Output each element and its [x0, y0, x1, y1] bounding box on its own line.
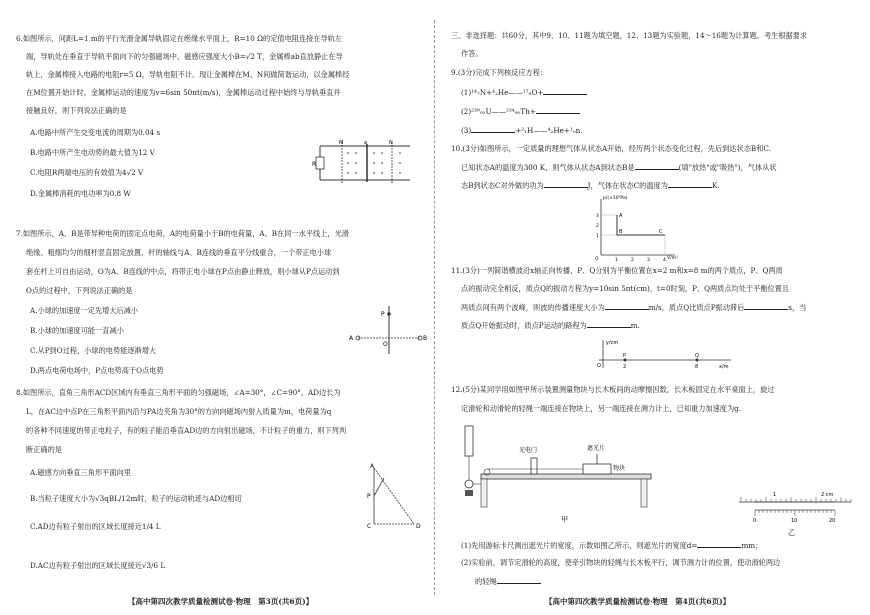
svg-text:C: C: [659, 229, 663, 235]
q8-line-1: 8.如图所示，直角三角形ACD区域内有垂直三角形平面的匀强磁场，∠A=30°，∠C=90°，AD边长为: [16, 388, 341, 397]
q6-line-2: 端，导轨处在垂直于导轨平面向下的匀强磁场中，磁感应强度大小B=√2 T，金属棒ab直放静止在导: [26, 52, 343, 61]
q11-line-4: 质点Q开始振动时，质点P运动的路程为 m.: [461, 321, 640, 330]
q8-line-4: 断正确的是: [26, 445, 62, 454]
left-footer: 【高中第四次教学质量检测试卷·物理 第3页(共6页)】: [128, 597, 314, 606]
right-page: [435, 0, 870, 615]
q12-subq-1: (1)先用游标卡尺测出遮光片的宽度，示数如图乙所示，则遮光片的宽度d= mm；: [461, 541, 763, 550]
svg-text:P: P: [367, 493, 371, 500]
q10-pv-figure: [587, 193, 682, 261]
q7-line-3: 套在杆上可自由运动，O为A、B连线的中点，将带正电小球在P点由静止释放，则小球从P点运动到: [26, 267, 340, 276]
q11-blank-1[interactable]: [605, 302, 649, 310]
q12-figure-label-jia: 甲: [561, 515, 569, 524]
q12-line-2: 定滑轮和动滑轮的轻绳一端连接在物块上，另一端连接在测力计上，已知重力加速度为g.: [461, 404, 742, 413]
q11-blank-3[interactable]: [587, 320, 631, 328]
q6-line-3: 轨上，金属棒接入电路的电阻r=5 Ω，导轨电阻不计。现让金属棒在M、N间做简谐运动，以金属棒经: [26, 70, 350, 79]
svg-text:2 cm: 2 cm: [821, 492, 834, 498]
svg-text:3: 3: [596, 214, 599, 219]
svg-text:N: N: [389, 140, 393, 146]
q12-apparatus-figure: [463, 422, 683, 512]
q7-line-1: 7.如图所示，A、B是带异种电荷的固定点电荷，A的电荷量小于B的电荷量，A、B在同一水平线上，光滑: [16, 229, 349, 238]
svg-text:C: C: [367, 523, 372, 530]
q6-option-c: C.电阻R两端电压的有效值为4√2 V: [30, 168, 144, 177]
svg-text:4: 4: [663, 258, 666, 261]
svg-text:y/cm: y/cm: [606, 340, 619, 346]
q9-stem: 9.(3分)完成下列核反应方程：: [451, 68, 548, 77]
q9-blank-2[interactable]: [536, 106, 580, 114]
svg-text:R: R: [312, 161, 317, 168]
q10-line-1: 10.(3分)如图所示，一定质量的理想气体从状态A开始，经历两个状态变化过程，先后到达状态B和C.: [451, 144, 771, 153]
q6-line-1: 6.如图所示，间距L=1 m的平行光滑金属导轨固定在绝缘水平面上，R=10 Ω的定值电阻连接在导轨左: [16, 34, 343, 43]
q9-eq-1: (1)¹⁴₇N+⁴₂He——¹⁷₈O+: [461, 87, 587, 98]
svg-text:A: A: [349, 335, 354, 342]
q6-line-4: 在M位置开始计时，金属棒运动的速度为v=6sin 50πt(m/s)，金属棒运动过程中始终与导轨垂直并: [26, 88, 341, 97]
q11-line-2: 点的振动完全相反，质点Q的振动方程为y=10sin 5πt(cm)，t=0时刻，P、Q两质点均处于平衡位置且: [461, 284, 790, 293]
q10-blank-3[interactable]: [668, 180, 712, 188]
right-footer: 【高中第四次教学质量检测试卷·物理 第4页(共6页)】: [545, 597, 731, 606]
q8-line-2: L，在AC边中点P在三角形平面内沿与PA边夹角为30°的方向向磁场内射入质量为m，电荷量为q: [26, 407, 332, 416]
q9-eq-3: (3) +²₁H——⁴₂He+¹₀n.: [461, 126, 583, 135]
svg-text:O: O: [595, 257, 599, 261]
q12-blank-1[interactable]: [697, 540, 741, 548]
svg-text:光电门: 光电门: [519, 447, 538, 454]
svg-text:20: 20: [829, 518, 836, 524]
q7-line-2: 绝缘、粗细均匀的细杆竖直固定放置，杆的轴线与A、B连线的垂直平分线重合，一个带正电小球: [26, 248, 332, 257]
svg-text:P: P: [623, 353, 627, 359]
q8-option-a: A.磁感方向垂直三角形平面向里: [30, 468, 131, 477]
svg-text:V/m³: V/m³: [667, 256, 678, 261]
q7-option-b: B.小球的加速度可能一直减小: [30, 326, 124, 335]
q12-subq-2-cont: 的轻绳: [475, 576, 541, 587]
q6-line-5: 接触良好，则下列说法正确的是: [26, 106, 127, 115]
svg-text:B: B: [619, 229, 623, 235]
q7-charge-figure: [348, 302, 428, 356]
svg-text:O: O: [597, 363, 601, 369]
q11-line-1: 11.(3分)一列简谐横波沿x轴正向传播，P、Q分别为平衡位置在x=2 m和x=8 m的两个质点，P、Q两质: [451, 266, 783, 275]
svg-text:O: O: [383, 341, 388, 348]
q11-blank-2[interactable]: [744, 302, 788, 310]
q9-blank-1[interactable]: [543, 87, 587, 95]
svg-text:M: M: [339, 140, 344, 146]
q7-option-c: C.从P到O过程，小球的电势能逐渐增大: [30, 346, 157, 355]
svg-text:0: 0: [753, 518, 757, 524]
q10-line-3: 态B到状态C对外做的功为 J，气体在状态C的温度为 K.: [461, 181, 720, 190]
svg-text:a: a: [364, 140, 368, 146]
q9-eq-2: (2)²³⁸₉₂U——²³⁴₉₀Th+: [461, 106, 580, 117]
q7-line-4: O点的过程中，下列说法正确的是: [26, 286, 133, 295]
q8-option-d: D.AC边有粒子射出的区域长度接近√3/6 L: [30, 561, 166, 570]
svg-text:2: 2: [596, 224, 599, 229]
q7-option-d: D.两点电荷电场中，P点电势高于O点电势: [30, 366, 164, 375]
q9-blank-3[interactable]: [471, 125, 515, 133]
svg-text:遮光片: 遮光片: [587, 445, 606, 452]
q12-subq-2: (2)实验前，调节定滑轮的高度，使牵引物块的轻绳与长木板平行，调节测力计的位置，使动滑轮两边: [461, 558, 781, 567]
section-heading-line-1: 三、非选择题：共60分，其中9、10、11题为填空题，12、13题为实验题，14～16题为计算题。考生根据要求: [451, 31, 808, 40]
svg-text:10: 10: [791, 518, 798, 524]
svg-text:2: 2: [631, 258, 634, 261]
section-heading-line-2: 作答。: [461, 49, 483, 58]
q10-blank-1[interactable]: [635, 162, 679, 170]
q8-option-c: C.AD边有粒子射出的区域长度接近1/4 L: [30, 522, 161, 531]
svg-text:D: D: [416, 523, 421, 530]
svg-text:A: A: [619, 213, 623, 219]
svg-text:1: 1: [615, 258, 618, 261]
svg-text:x/m: x/m: [719, 364, 729, 370]
svg-text:1: 1: [596, 234, 599, 239]
q12-blank-2[interactable]: [497, 576, 541, 584]
q8-line-3: 的各种不同速度的带正电粒子，有的粒子能沿垂直AD边的方向射出磁场，不计粒子的重力，则下列判: [26, 426, 347, 435]
q7-option-a: A.小球的加速度一定先增大后减小: [30, 306, 139, 315]
q6-option-b: B.电路中所产生电动势的最大值为12 V: [30, 148, 155, 157]
q11-axis-figure: [585, 336, 735, 372]
q6-option-d: D.金属棒消耗的电功率为0.8 W: [30, 189, 131, 198]
q6-option-a: A.电路中所产生交变电流的周期为0.04 s: [30, 128, 161, 137]
q12-line-1: 12.(5分)某同学用如图甲所示装置测量物块与长木板间的动摩擦因数，长木板固定在水平桌面上，旋过: [451, 385, 775, 394]
svg-text:物块: 物块: [613, 465, 626, 472]
q10-line-2: 已知状态A的温度为300 K，则气体从状态A到状态B是 (填"放热"或"吸热")，气体从状: [461, 163, 777, 172]
q10-blank-2[interactable]: [544, 180, 588, 188]
svg-text:Q: Q: [695, 353, 699, 359]
q8-triangle-figure: [364, 462, 424, 530]
svg-text:1: 1: [773, 492, 777, 498]
svg-text:P: P: [381, 311, 385, 318]
svg-text:A: A: [370, 463, 375, 470]
svg-text:p/(×10⁵Pa): p/(×10⁵Pa): [603, 196, 628, 201]
svg-text:B: B: [423, 335, 428, 342]
svg-text:8: 8: [695, 364, 699, 370]
q12-figure-label-yi: 乙: [788, 528, 796, 537]
svg-text:3: 3: [647, 258, 650, 261]
q8-option-b: B.当粒子速度大小为√3qBL/12m时，粒子的运动轨迹与AD边相切: [30, 494, 242, 503]
q12-vernier-figure: [735, 488, 855, 532]
svg-text:2: 2: [623, 364, 627, 370]
q6-rail-figure: [312, 140, 412, 186]
q11-line-3: 两质点间有两个波峰，则波的传播速度大小为 m/s，质点Q比质点P振动滞后 s，当: [461, 303, 807, 312]
